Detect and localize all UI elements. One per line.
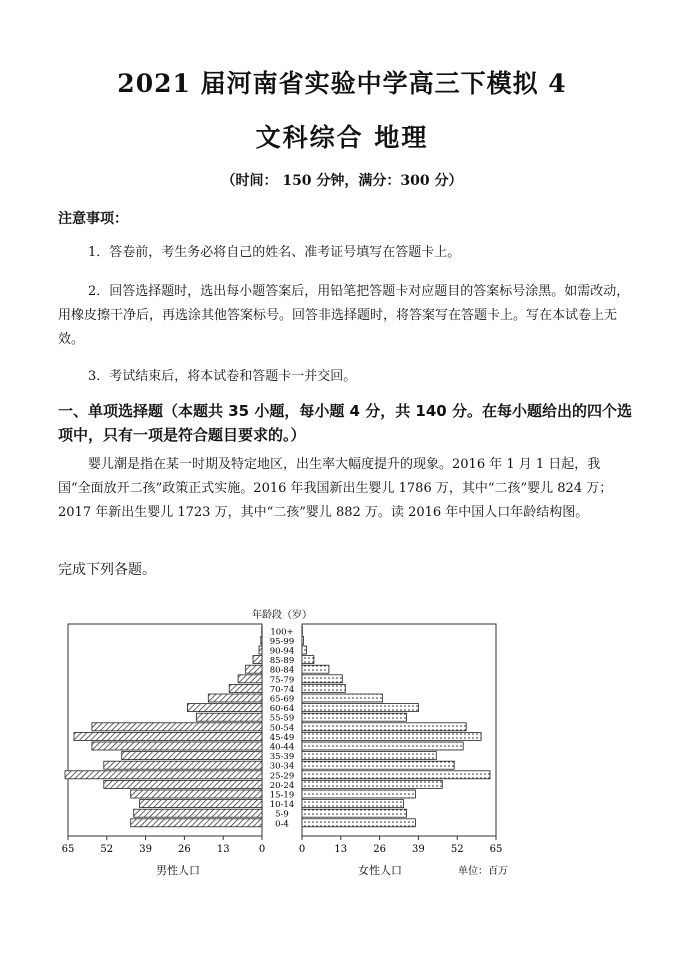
male-bar-10-14 — [140, 800, 262, 808]
male-tick-label: 26 — [178, 844, 191, 855]
female-bar-95-99 — [302, 636, 304, 644]
age-label: 25-29 — [269, 771, 295, 782]
male-bar-45-49 — [74, 732, 262, 740]
age-label: 75-79 — [269, 675, 295, 686]
female-bar-15-19 — [302, 790, 415, 798]
age-label: 65-69 — [269, 694, 295, 705]
section-title: 一、单项选择题（本题共 35 小题，每小题 4 分，共 140 分。在每小题给出的四个选项中，只有一项是符合题目要求的。） — [58, 402, 632, 444]
age-label: 10-14 — [269, 800, 295, 811]
chart-title: 年龄段（岁） — [252, 610, 312, 621]
female-bar-0-4 — [302, 819, 415, 827]
male-bar-65-69 — [208, 694, 262, 702]
age-label: 40-44 — [269, 742, 295, 753]
population-pyramid-chart — [55, 600, 525, 890]
male-bar-75-79 — [238, 675, 262, 683]
female-bar-20-24 — [302, 780, 442, 788]
age-label: 85-89 — [269, 656, 295, 667]
female-axis-label: 女性人口 — [358, 864, 402, 877]
male-bar-25-29 — [65, 771, 262, 779]
male-bar-30-34 — [104, 761, 262, 769]
male-bar-0-4 — [131, 819, 262, 827]
age-label: 35-39 — [269, 752, 295, 763]
female-bar-70-74 — [302, 684, 345, 692]
age-label: 45-49 — [269, 732, 295, 743]
male-tick-label: 13 — [216, 844, 230, 855]
age-label: 20-24 — [269, 780, 295, 791]
age-label: 30-34 — [269, 761, 295, 772]
male-bar-85-89 — [253, 656, 262, 664]
male-bar-80-84 — [246, 665, 262, 673]
age-label: 15-19 — [269, 790, 295, 801]
note-item-2: 2．回答选择题时，选出每小题答案后，用铅笔把答题卡对应题目的答案标号涂黑。如需改动，用橡皮擦干净后，再选涂其他答案标号。回答非选择题时，将答案写在答题卡上。写在本试卷上无效。 — [58, 284, 630, 347]
male-axis-label: 男性人口 — [156, 864, 200, 877]
female-bar-35-39 — [302, 752, 436, 760]
female-bar-40-44 — [302, 742, 463, 750]
female-bar-45-49 — [302, 732, 481, 740]
age-label: 90-94 — [269, 646, 295, 657]
age-label: 55-59 — [269, 713, 295, 724]
male-tick-label: 65 — [61, 844, 75, 855]
unit-label: 单位：百万 — [458, 866, 508, 877]
female-bar-65-69 — [302, 694, 383, 702]
female-bar-55-59 — [302, 713, 407, 721]
male-bar-70-74 — [229, 684, 262, 692]
female-tick-label: 52 — [450, 844, 464, 855]
male-bar-90-94 — [259, 646, 262, 654]
age-label: 80-84 — [269, 665, 295, 676]
age-label: 5-9 — [275, 809, 289, 820]
prompt-text: 完成下列各题。 — [58, 562, 156, 578]
male-bar-35-39 — [122, 752, 262, 760]
female-bar-50-54 — [302, 723, 466, 731]
female-bar-60-64 — [302, 704, 418, 712]
exam-title: 2021 届河南省实验中学高三下模拟 4 — [117, 69, 567, 98]
female-tick-label: 13 — [334, 844, 348, 855]
male-bar-20-24 — [104, 780, 262, 788]
female-bar-5-9 — [302, 809, 407, 817]
note-item-3: 3．考试结束后，将本试卷和答题卡一并交回。 — [88, 369, 357, 384]
age-label: 50-54 — [269, 723, 295, 734]
female-tick-label: 39 — [412, 844, 425, 855]
female-tick-label: 0 — [298, 844, 306, 855]
note-item-1: 1．答卷前，考生务必将自己的姓名、准考证号填写在答题卡上。 — [88, 245, 461, 260]
male-bar-15-19 — [131, 790, 262, 798]
male-tick-label: 0 — [258, 844, 266, 855]
male-bar-40-44 — [92, 742, 262, 750]
age-label: 70-74 — [269, 684, 295, 695]
male-bar-5-9 — [134, 809, 262, 817]
female-bar-30-34 — [302, 761, 454, 769]
female-tick-label: 65 — [489, 844, 503, 855]
female-tick-label: 26 — [373, 844, 386, 855]
female-bar-80-84 — [302, 665, 329, 673]
age-label: 60-64 — [269, 704, 295, 715]
age-label: 100+ — [270, 627, 294, 638]
female-bar-75-79 — [302, 675, 342, 683]
exam-subtitle: 文科综合 地理 — [255, 123, 429, 152]
passage-text: 婴儿潮是指在某一时期及特定地区，出生率大幅度提升的现象。2016 年 1 月 1 日起，我国“全面放开二孩”政策正式实施。2016 年我国新出生婴儿 1786 万，其中“二孩”婴儿 824 万； 2017 年新出生婴儿 1723 万，其中“二孩”婴儿 882 万。读 2016 年中国人口年龄结构图。 — [58, 457, 613, 520]
male-bar-60-64 — [187, 704, 262, 712]
female-bar-10-14 — [302, 800, 404, 808]
age-label: 95-99 — [269, 636, 295, 647]
female-bar-85-89 — [302, 656, 314, 664]
male-tick-label: 52 — [100, 844, 114, 855]
male-bar-50-54 — [92, 723, 262, 731]
age-label: 0-4 — [275, 819, 289, 830]
male-bar-55-59 — [196, 713, 262, 721]
male-bar-95-99 — [261, 636, 262, 644]
female-bar-90-94 — [302, 646, 307, 654]
time-info: （时间： 150 分钟，满分：300 分） — [221, 173, 463, 189]
female-bar-25-29 — [302, 771, 490, 779]
male-tick-label: 39 — [139, 844, 152, 855]
notes-heading: 注意事项： — [58, 211, 128, 227]
